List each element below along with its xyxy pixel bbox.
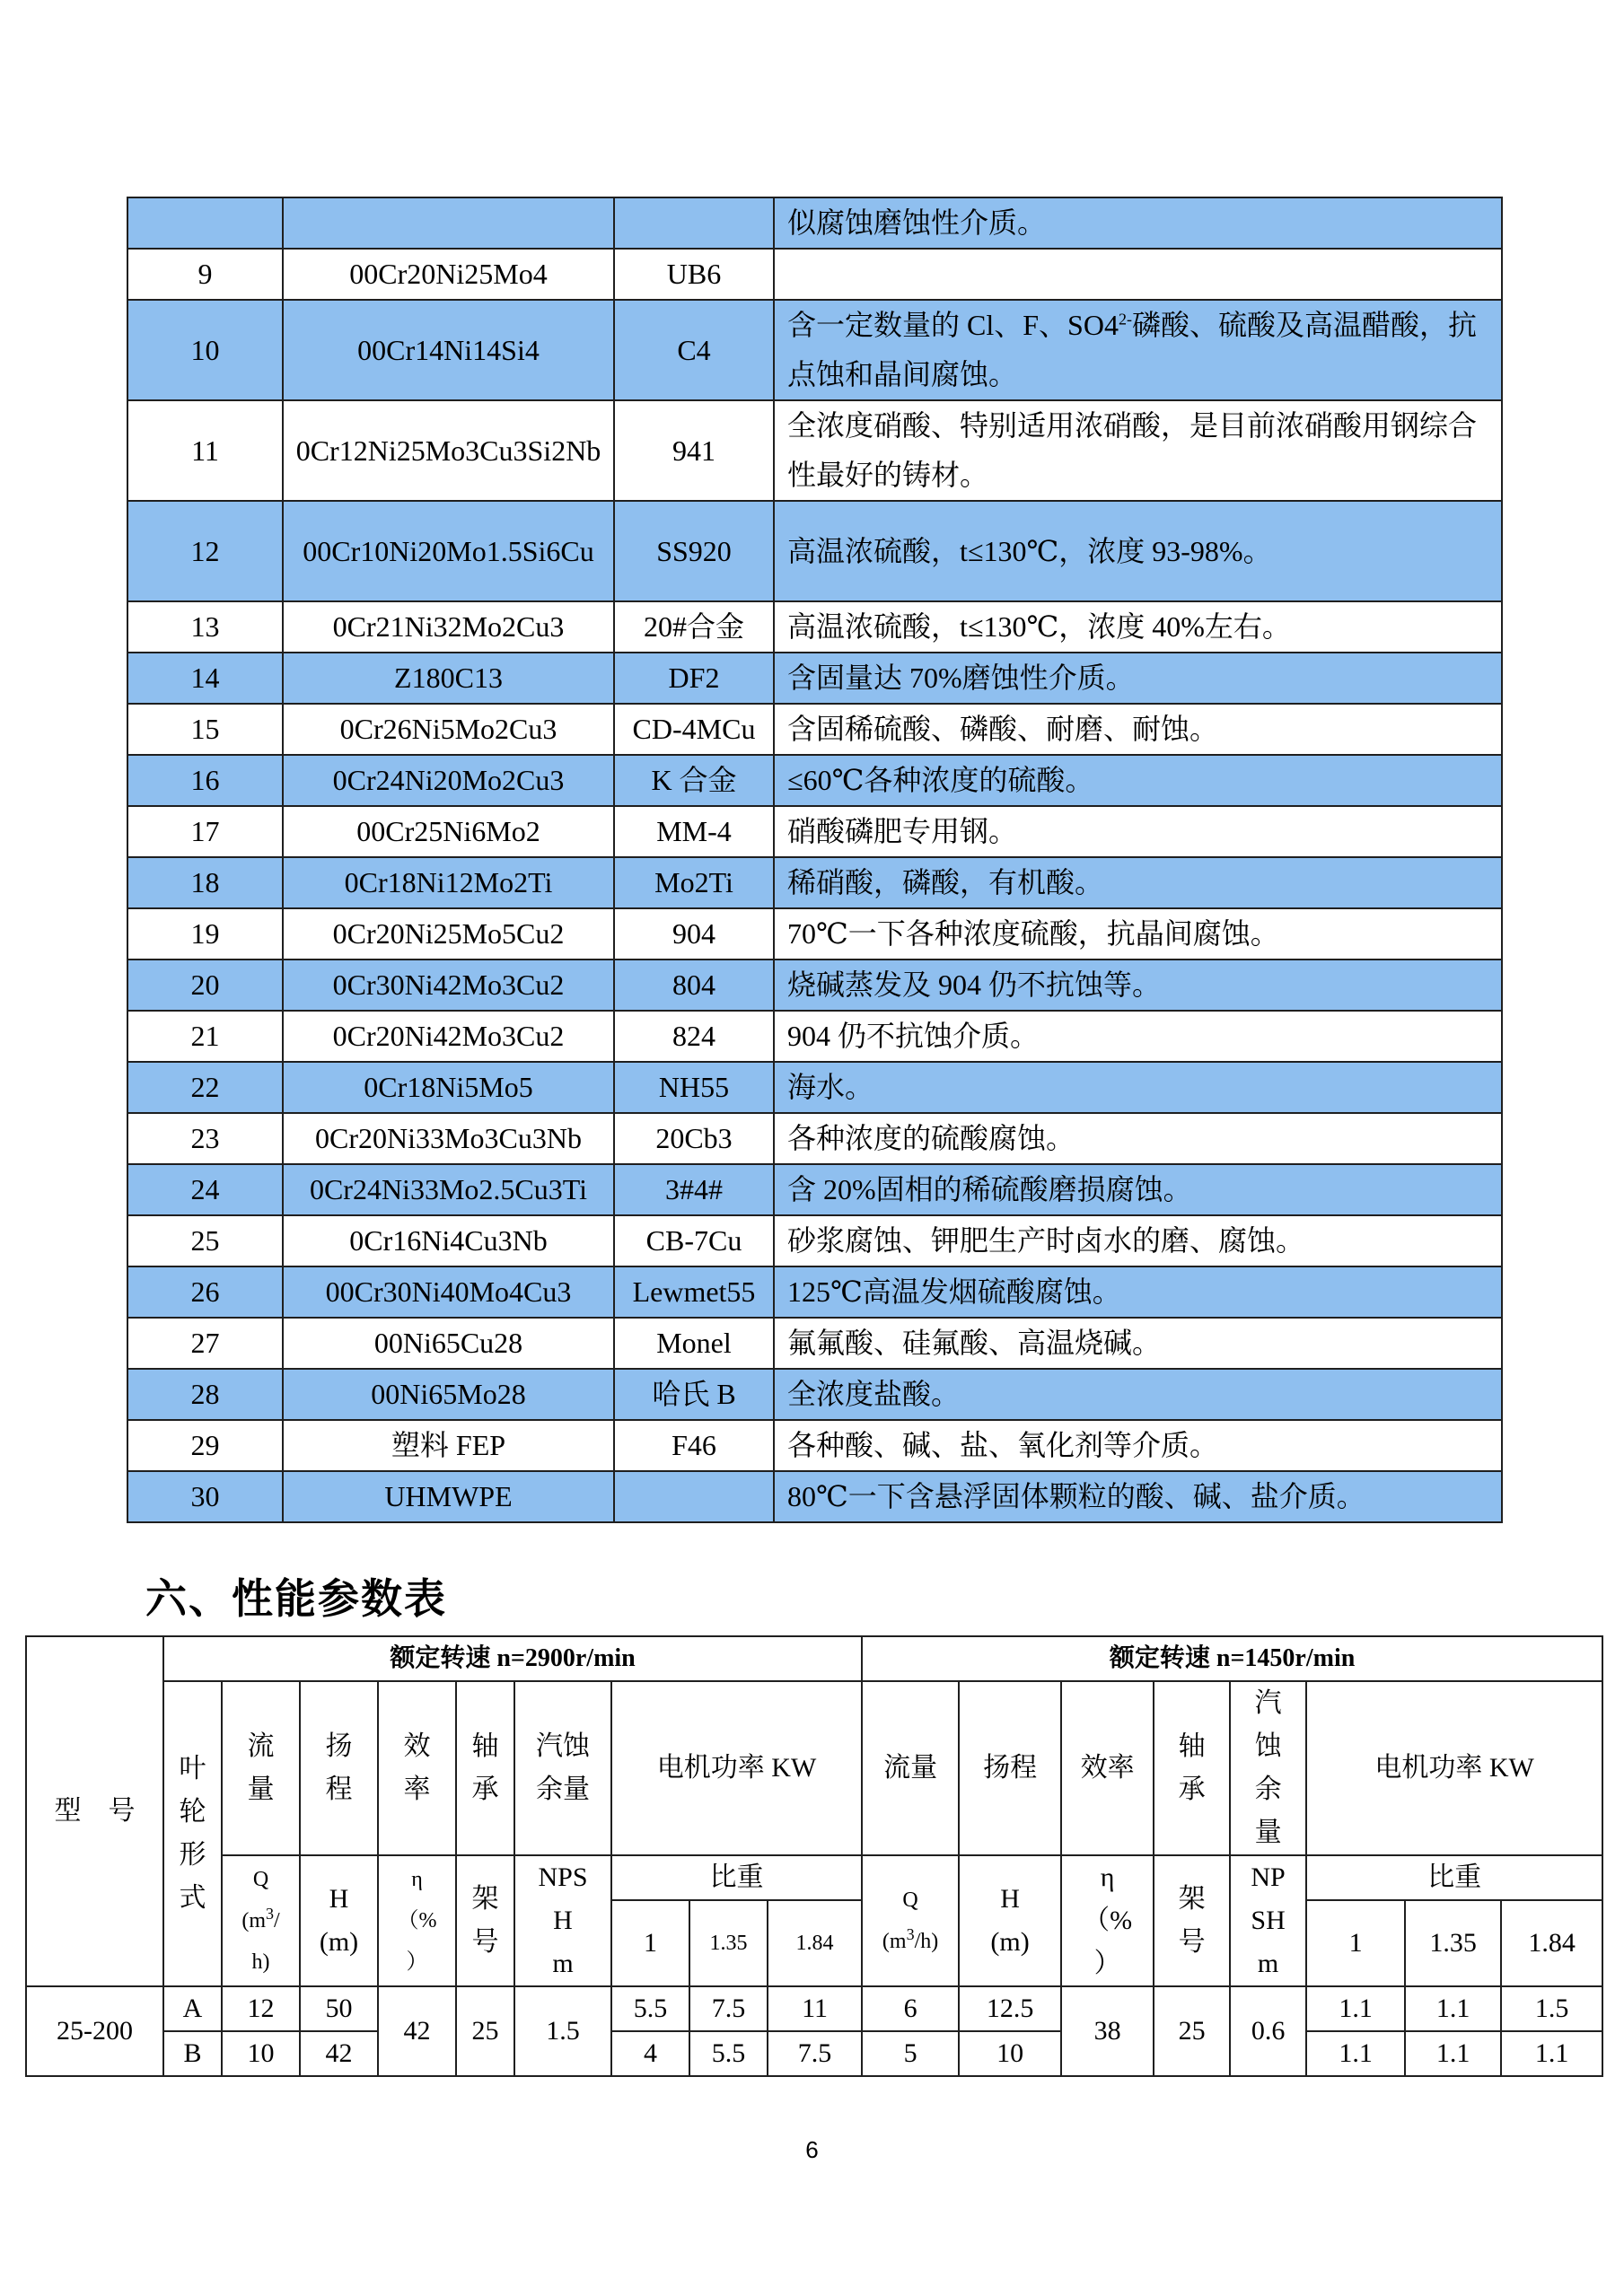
table-row	[127, 755, 1502, 806]
sg-header: 比重	[611, 1855, 862, 1900]
application-cell: 全浓度盐酸。	[774, 1369, 1502, 1420]
flow2-cell: 5	[862, 2031, 959, 2076]
row-number-cell: 16	[127, 755, 283, 806]
power-cell: 7.5	[768, 2031, 862, 2076]
head2-header: 扬程	[959, 1681, 1061, 1855]
flow-header	[222, 1681, 300, 1855]
h2-unit-header: H (m)	[959, 1855, 1061, 1986]
npsh2-cell: 0.6	[1230, 1986, 1306, 2076]
power-cell: 4	[611, 2031, 689, 2076]
power2-cell: 1.5	[1501, 1986, 1602, 2031]
material-code-cell: NH55	[614, 1062, 774, 1113]
efficiency-label: 效 率	[403, 1731, 431, 1804]
table-row	[127, 653, 1502, 704]
material-grade-cell: Z180C13	[283, 653, 614, 704]
material-code-cell: CD-4MCu	[614, 704, 774, 755]
material-grade-cell: UHMWPE	[283, 1471, 614, 1522]
row-number-cell: 10	[127, 300, 283, 400]
table-row	[26, 2031, 1602, 2076]
material-code-cell: SS920	[614, 501, 774, 601]
row-number-cell: 19	[127, 908, 283, 960]
row-number-cell: 14	[127, 653, 283, 704]
table-row	[127, 249, 1502, 300]
application-cell: 各种酸、碱、盐、氧化剂等介质。	[774, 1420, 1502, 1471]
material-table-body	[127, 197, 1502, 1522]
table-row	[127, 1164, 1502, 1215]
efficiency-cell: 42	[378, 1986, 456, 2076]
application-cell: 砂浆腐蚀、钾肥生产时卤水的磨、腐蚀。	[774, 1215, 1502, 1266]
material-code-cell	[614, 197, 774, 249]
power2-cell: 1.1	[1405, 1986, 1501, 2031]
row-number-cell: 29	[127, 1420, 283, 1471]
table-row	[26, 1986, 1602, 2031]
npsh2-label: 汽 蚀 余 量	[1254, 1688, 1282, 1847]
material-grade-cell: 00Ni65Cu28	[283, 1318, 614, 1369]
material-code-cell: K 合金	[614, 755, 774, 806]
material-code-cell: UB6	[614, 249, 774, 300]
material-code-cell: 941	[614, 400, 774, 501]
model-cell: 25-200	[26, 1986, 163, 2076]
material-grade-cell: 00Cr20Ni25Mo4	[283, 249, 614, 300]
row-number-cell: 12	[127, 501, 283, 601]
table-row	[127, 1215, 1502, 1266]
row-number-cell: 17	[127, 806, 283, 857]
impeller-cell: A	[163, 1986, 222, 2031]
table-row	[127, 857, 1502, 908]
frame2-label: 架 号	[1178, 1884, 1206, 1957]
table-row	[127, 1113, 1502, 1164]
table-row	[127, 300, 1502, 400]
material-code-cell: CB-7Cu	[614, 1215, 774, 1266]
row-number-cell: 30	[127, 1471, 283, 1522]
efficiency-header	[378, 1681, 456, 1855]
material-grade-cell: 0Cr20Ni33Mo3Cu3Nb	[283, 1113, 614, 1164]
head-label: 扬 程	[325, 1731, 353, 1804]
application-cell: 稀硝酸，磷酸，有机酸。	[774, 857, 1502, 908]
application-cell	[774, 249, 1502, 300]
material-code-cell: 20Cb3	[614, 1113, 774, 1164]
material-grade-cell: 0Cr26Ni5Mo2Cu3	[283, 704, 614, 755]
frame2-cell: 25	[1154, 1986, 1230, 2076]
material-grade-cell: 0Cr18Ni12Mo2Ti	[283, 857, 614, 908]
material-grade-cell: 00Cr10Ni20Mo1.5Si6Cu	[283, 501, 614, 601]
material-code-cell: F46	[614, 1420, 774, 1471]
table-row	[127, 601, 1502, 653]
table-row	[127, 704, 1502, 755]
material-code-cell: Lewmet55	[614, 1266, 774, 1318]
application-cell: 全浓度硝酸、特别适用浓硝酸，是目前浓硝酸用钢综合性最好的铸材。	[774, 400, 1502, 501]
application-cell: 海水。	[774, 1062, 1502, 1113]
row-number-cell: 27	[127, 1318, 283, 1369]
power2-cell: 1.1	[1306, 2031, 1405, 2076]
h-unit-header: H (m)	[300, 1855, 378, 1986]
speed-1450-header: 额定转速 n=1450r/min	[862, 1636, 1602, 1681]
material-code-cell: 哈氏 B	[614, 1369, 774, 1420]
row-number-cell: 24	[127, 1164, 283, 1215]
material-code-cell: 3#4#	[614, 1164, 774, 1215]
application-cell: 含固稀硫酸、磷酸、耐磨、耐蚀。	[774, 704, 1502, 755]
head-cell: 50	[300, 1986, 378, 2031]
npsh-label: 汽蚀 余量	[536, 1731, 590, 1804]
row-number-cell: 9	[127, 249, 283, 300]
power-cell: 7.5	[689, 1986, 768, 2031]
npsh2-sym-header: NP SH m	[1230, 1855, 1306, 1986]
bearing-header	[456, 1681, 514, 1855]
performance-table	[25, 1635, 1603, 2077]
q2-unit-header: Q $(m^3/h)$	[862, 1855, 959, 1986]
flow-cell: 10	[222, 2031, 300, 2076]
material-code-cell: Mo2Ti	[614, 857, 774, 908]
row-number-cell	[127, 197, 283, 249]
head-header	[300, 1681, 378, 1855]
sg2b-header: 1.35	[1405, 1900, 1501, 1986]
bearing2-header	[1154, 1681, 1230, 1855]
frame-cell: 25	[456, 1986, 514, 2076]
power-cell: 11	[768, 1986, 862, 2031]
q-unit-header: Q ($m^3/$ h)	[222, 1855, 300, 1986]
head2-cell: 10	[959, 2031, 1061, 2076]
application-cell: 各种浓度的硫酸腐蚀。	[774, 1113, 1502, 1164]
table-row	[127, 908, 1502, 960]
npsh-cell: 1.5	[514, 1986, 611, 2076]
sg3b-header: 1.84	[1501, 1900, 1602, 1986]
material-code-cell: MM-4	[614, 806, 774, 857]
application-cell: 似腐蚀磨蚀性介质。	[774, 197, 1502, 249]
material-grade-cell: 0Cr20Ni25Mo5Cu2	[283, 908, 614, 960]
application-cell: 904 仍不抗蚀介质。	[774, 1011, 1502, 1062]
power2-cell: 1.1	[1306, 1986, 1405, 2031]
head-cell: 42	[300, 2031, 378, 2076]
application-cell: 高温浓硫酸，t≤130℃，浓度 93-98%。	[774, 501, 1502, 601]
material-grade-cell: 0Cr24Ni33Mo2.5Cu3Ti	[283, 1164, 614, 1215]
power-cell: 5.5	[689, 2031, 768, 2076]
material-grade-cell: 00Ni65Mo28	[283, 1369, 614, 1420]
row-number-cell: 15	[127, 704, 283, 755]
flow-cell: 12	[222, 1986, 300, 2031]
application-cell: 烧碱蒸发及 904 仍不抗蚀等。	[774, 960, 1502, 1011]
application-cell: 125℃高温发烟硫酸腐蚀。	[774, 1266, 1502, 1318]
application-cell: 氟氟酸、硅氟酸、高温烧碱。	[774, 1318, 1502, 1369]
material-grade-cell: 0Cr18Ni5Mo5	[283, 1062, 614, 1113]
npsh-header	[514, 1681, 611, 1855]
impeller-cell: B	[163, 2031, 222, 2076]
sg3-val-header: 1.84	[768, 1900, 862, 1986]
efficiency2-cell: 38	[1061, 1986, 1154, 2076]
table-row	[127, 1318, 1502, 1369]
flow-label: 流 量	[247, 1731, 275, 1804]
material-grade-cell: 0Cr16Ni4Cu3Nb	[283, 1215, 614, 1266]
material-code-cell: 824	[614, 1011, 774, 1062]
material-grade-cell: 0Cr12Ni25Mo3Cu3Si2Nb	[283, 400, 614, 501]
material-grade-cell: 0Cr30Ni42Mo3Cu2	[283, 960, 614, 1011]
table-row	[127, 960, 1502, 1011]
application-cell: 70℃一下各种浓度硫酸，抗晶间腐蚀。	[774, 908, 1502, 960]
table-row	[127, 197, 1502, 249]
sg1b-header: 1	[1306, 1900, 1405, 1986]
material-grade-cell: 0Cr21Ni32Mo2Cu3	[283, 601, 614, 653]
sg2-header: 比重	[1306, 1855, 1602, 1900]
material-grade-cell	[283, 197, 614, 249]
flow2-cell: 6	[862, 1986, 959, 2031]
row-number-cell: 11	[127, 400, 283, 501]
material-grade-cell: 塑料 FEP	[283, 1420, 614, 1471]
row-number-cell: 23	[127, 1113, 283, 1164]
head2-cell: 12.5	[959, 1986, 1061, 2031]
table-row	[127, 1471, 1502, 1522]
impeller-header	[163, 1681, 222, 1986]
material-code-cell: 804	[614, 960, 774, 1011]
row-number-cell: 25	[127, 1215, 283, 1266]
application-cell: 高温浓硫酸，t≤130℃，浓度 40%左右。	[774, 601, 1502, 653]
application-cell: 含固量达 70%磨蚀性介质。	[774, 653, 1502, 704]
table-row	[127, 501, 1502, 601]
power-cell: 5.5	[611, 1986, 689, 2031]
section-title: 六、性能参数表	[145, 1574, 447, 1623]
material-grade-cell: 00Cr14Ni14Si4	[283, 300, 614, 400]
power2-cell: 1.1	[1501, 2031, 1602, 2076]
table-row	[127, 400, 1502, 501]
npsh-sym-header: NPS H m	[514, 1855, 611, 1986]
material-grade-cell: 0Cr20Ni42Mo3Cu2	[283, 1011, 614, 1062]
speed-2900-header: 额定转速 n=2900r/min	[163, 1636, 862, 1681]
frame2-header	[1154, 1855, 1230, 1986]
application-cell: 含 20%固相的稀硫酸磨损腐蚀。	[774, 1164, 1502, 1215]
efficiency2-header: 效率	[1061, 1681, 1154, 1855]
application-cell: 硝酸磷肥专用钢。	[774, 806, 1502, 857]
row-number-cell: 13	[127, 601, 283, 653]
table-row	[127, 1062, 1502, 1113]
bearing-label: 轴 承	[471, 1731, 499, 1804]
eta-unit-header: η （% ）	[378, 1855, 456, 1986]
material-code-cell: C4	[614, 300, 774, 400]
motor-power2-header: 电机功率 KW	[1306, 1681, 1602, 1855]
table-row	[127, 1011, 1502, 1062]
row-number-cell: 26	[127, 1266, 283, 1318]
frame-label: 架 号	[471, 1884, 499, 1957]
table-row	[127, 1266, 1502, 1318]
sg2-val-header: 1.35	[689, 1900, 768, 1986]
frame-header	[456, 1855, 514, 1986]
material-grade-cell: 00Cr25Ni6Mo2	[283, 806, 614, 857]
row-number-cell: 20	[127, 960, 283, 1011]
material-table	[127, 197, 1503, 1523]
row-number-cell: 28	[127, 1369, 283, 1420]
material-grade-cell: 0Cr24Ni20Mo2Cu3	[283, 755, 614, 806]
material-code-cell: Monel	[614, 1318, 774, 1369]
model-header: 型 号	[26, 1636, 163, 1986]
motor-power-header: 电机功率 KW	[611, 1681, 862, 1855]
row-number-cell: 21	[127, 1011, 283, 1062]
flow2-header: 流量	[862, 1681, 959, 1855]
table-row	[127, 1420, 1502, 1471]
material-code-cell	[614, 1471, 774, 1522]
application-cell: ≤60℃各种浓度的硫酸。	[774, 755, 1502, 806]
application-cell: 含一定数量的 Cl、F、$SO4^{2-}$磷酸、硫酸及高温醋酸，抗点蚀和晶间腐蚀。	[774, 300, 1502, 400]
material-code-cell: 20#合金	[614, 601, 774, 653]
application-cell: 80℃一下含悬浮固体颗粒的酸、碱、盐介质。	[774, 1471, 1502, 1522]
sg1-header: 1	[611, 1900, 689, 1986]
npsh2-header	[1230, 1681, 1306, 1855]
eta2-unit-header: η （% ）	[1061, 1855, 1154, 1986]
material-code-cell: 904	[614, 908, 774, 960]
material-grade-cell: 00Cr30Ni40Mo4Cu3	[283, 1266, 614, 1318]
table-row	[127, 806, 1502, 857]
table-row	[127, 1369, 1502, 1420]
impeller-label: 叶 轮 形 式	[179, 1754, 206, 1913]
row-number-cell: 18	[127, 857, 283, 908]
row-number-cell: 22	[127, 1062, 283, 1113]
power2-cell: 1.1	[1405, 2031, 1501, 2076]
page-number: 6	[805, 2136, 819, 2163]
bearing2-label: 轴 承	[1178, 1731, 1206, 1804]
material-code-cell: DF2	[614, 653, 774, 704]
